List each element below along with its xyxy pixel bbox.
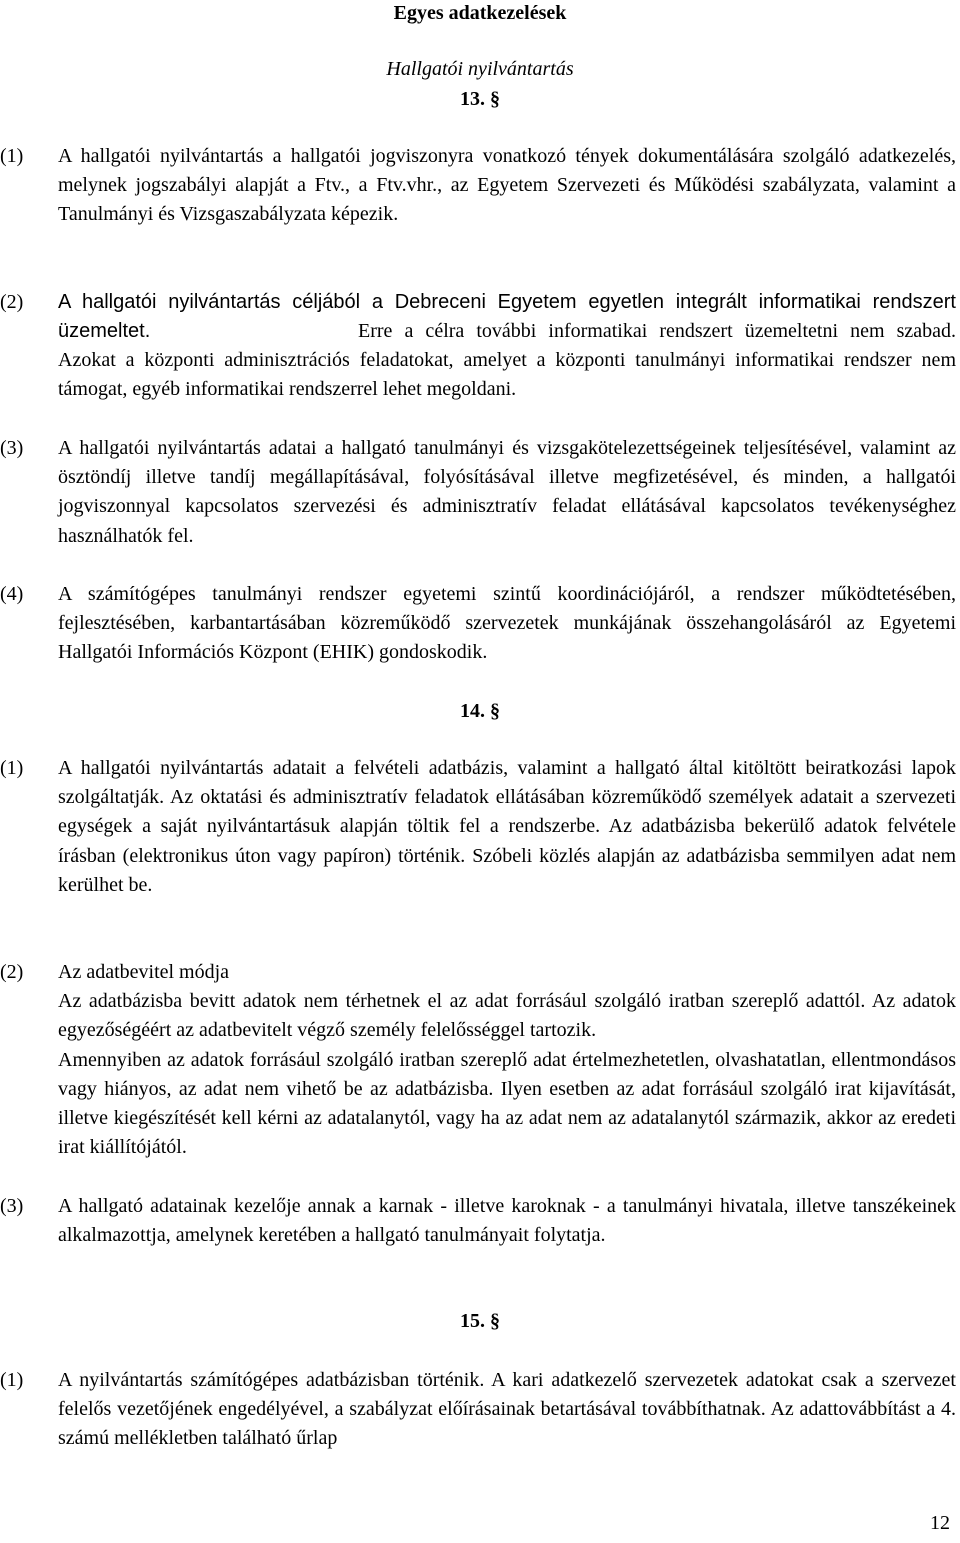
paragraph-number: (1) (0, 1369, 24, 1391)
paragraph-number: (3) (0, 1195, 24, 1217)
paragraph-text: A hallgató adatainak kezelője annak a karnak - illetve karoknak - a tanulmányi hivatala, illetve tanszékeinek alkalmazottja, amelynek keretében a hallgató tanulmányait folytatja. (58, 1195, 956, 1247)
paragraph-13-1 (0, 142, 956, 230)
paragraph-number: (1) (0, 757, 24, 779)
section-heading-13: 13. § (460, 88, 500, 110)
document-subtitle: Hallgatói nyilvántartás (386, 58, 574, 80)
paragraph-14-2 (0, 958, 956, 1162)
paragraph-text: Erre a célra további informatikai rendszert üzemeltetni nem szabad. Azokat a központi adminisztrációs feladatokat, amelyet a központi tanulmányi informatikai rendszer nem támogat, egyéb informatikai rendszerrel lehet megoldani. (58, 320, 956, 401)
paragraph-text: A nyilvántartás számítógépes adatbázisban történik. A kari adatkezelő szervezetek adatokat csak a szervezet felelős vezetőjének engedélyével, a szabályzat előírásainak betartásával továbbíthatnak. Az adattovábbítást a 4. számú mellékletben található űrlap (58, 1369, 956, 1450)
page-number: 12 (930, 1512, 950, 1534)
paragraph-body (58, 958, 956, 1162)
paragraph-text: A hallgatói nyilvántartás a hallgatói jogviszonyra vonatkozó tények dokumentálására szolgáló adatkezelés, melynek jogszabályi alapját a Ftv., a Ftv.vhr., az Egyetem Szervezeti és Működési szabályzata, valamint a Tanulmányi és Vizsgaszabályzata képezik. (58, 145, 956, 226)
section-heading-14: 14. § (460, 700, 500, 722)
document-title: Egyes adatkezelések (393, 2, 567, 24)
paragraph-14-3 (0, 1192, 956, 1250)
paragraph-text: A hallgatói nyilvántartás céljából a Debreceni Egyetem egyetlen integrált informatikai rendszert üzemeltet. (58, 291, 956, 343)
paragraph-14-1 (0, 754, 956, 900)
paragraph-text: Az adatbázisba bevitt adatok nem térhetnek el az adat forrásául szolgáló iratban szereplő adattól. Az adatok egyezőségéért az adatbevitelt végző személy felelősséggel tartozik. (58, 990, 956, 1042)
paragraph-text: A számítógépes tanulmányi rendszer egyetemi szintű koordinációjáról, a rendszer működtetésében, fejlesztésében, karbantartásában közreműködő szervezetek munkájának összehangolásáról az Egyetemi Hallgatói Információs Központ (EHIK) gondoskodik. (58, 583, 956, 664)
paragraph-number: (2) (0, 291, 24, 313)
paragraph-number: (2) (0, 961, 24, 983)
paragraph-13-4 (0, 580, 956, 668)
paragraph-subheading: Az adatbevitel módja (58, 961, 230, 983)
paragraph-text: A hallgatói nyilvántartás adatai a hallgató tanulmányi és vizsgakötelezettségeinek teljesítésével, valamint az ösztöndíj illetve tandíj megállapításával, folyósításával illetve megfizetésével, és minden, a hallgatói jogviszonnyal kapcsolatos szervezési és adminisztratív feladat ellátásával kapcsolatos tevékenységhez használhatók fel. (58, 437, 956, 547)
paragraph-13-3 (0, 434, 956, 551)
paragraph-text: A hallgatói nyilvántartás adatait a felvételi adatbázis, valamint a hallgató által kitöltött beiratkozási lapok szolgáltatják. Az oktatási és adminisztratív feladatok ellátásában közreműködő személyek adatait a szervezeti egységek a saját nyilvántartásuk alapján töltik fel a rendszerbe. Az adatbázisba bekerülő adatok felvétele írásban (elektronikus úton vagy papíron) történik. Szóbeli közlés alapján az adatbázisba semmilyen adat nem kerülhet be. (58, 757, 956, 896)
paragraph-13-2-continued (0, 317, 956, 405)
section-heading-15: 15. § (460, 1310, 500, 1332)
paragraph-number: (4) (0, 583, 24, 605)
paragraph-15-1 (0, 1366, 956, 1454)
paragraph-number: (1) (0, 145, 24, 167)
paragraph-text: Amennyiben az adatok forrásául szolgáló iratban szereplő adat értelmezhetetlen, olvashatatlan, ellentmondásos vagy hiányos, az adat nem vihető be az adatbázisba. Ilyen esetben az adat forrásául szolgáló irat kijavítását, illetve kiegészítését kell kérni az adatalanytól, vagy ha az adat nem az adatalanytól származik, akkor az eredeti irat kiállítójától. (58, 1048, 956, 1159)
paragraph-number: (3) (0, 437, 24, 459)
